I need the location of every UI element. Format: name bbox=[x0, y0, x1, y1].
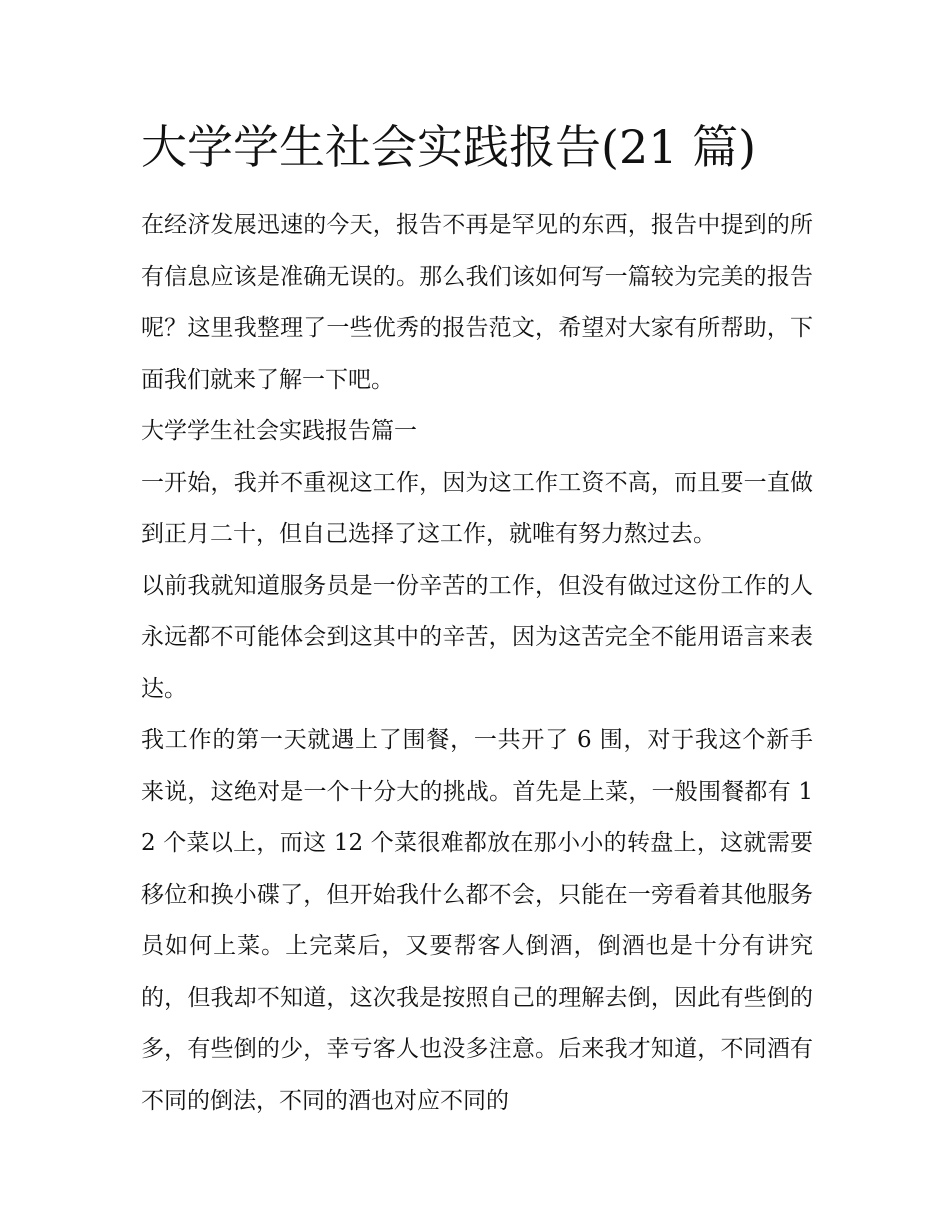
document-title: 大学学生社会实践报告(21 篇) bbox=[141, 120, 757, 174]
document-page bbox=[141, 112, 813, 1127]
body-paragraph-1: 一开始，我并不重视这工作，因为这工作工资不高，而且要一直做到正月二十，但自己选择了这工作，就唯有努力熬过去。 bbox=[141, 469, 813, 547]
intro-paragraph: 在经济发展迅速的今天，报告不再是罕见的东西，报告中提到的所有信息应该是准确无误的。那么我们该如何写一篇较为完美的报告呢？这里我整理了一些优秀的报告范文，希望对大家有所帮助，下面我们就来了解一下吧。 bbox=[141, 212, 813, 393]
body-paragraph-2: 以前我就知道服务员是一份辛苦的工作，但没有做过这份工作的人永远都不可能体会到这其中的辛苦，因为这苦完全不能用语言来表达。 bbox=[141, 572, 813, 702]
body-paragraph-3: 我工作的第一天就遇上了围餐，一共开了 6 围，对于我这个新手来说，这绝对是一个十分大的挑战。首先是上菜，一般围餐都有 12 个菜以上，而这 12 个菜很难都放在那小小的转盘上，这就需要移位和换小碟了，但开始我什么都不会，只能在一旁看着其他服务员如何上菜。上完菜后，又要帮客人倒酒，倒酒也是十分有讲究的，但我却不知道，这次我是按照自己的理解去倒，因此有些倒的多，有些倒的少，幸亏客人也没多注意。后来我才知道，不同酒有不同的倒法，不同的酒也对应不同的 bbox=[141, 727, 813, 1114]
section-heading: 大学学生社会实践报告篇一 bbox=[141, 418, 417, 444]
